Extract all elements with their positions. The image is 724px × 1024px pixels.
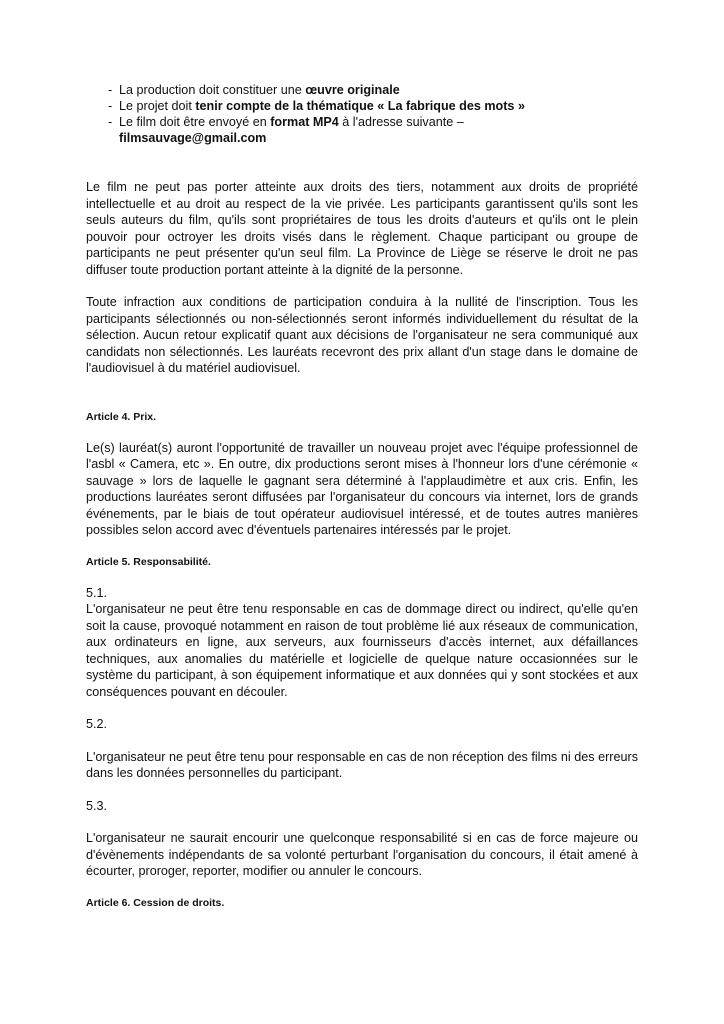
section-number: 5.1. bbox=[86, 585, 108, 600]
article-4-heading: Article 4. Prix. bbox=[86, 410, 157, 423]
paragraph-infraction: Toute infraction aux conditions de participation conduira à la nullité de l'inscription. Tous les participants sélectionnés ou non-sélectionnés seront informés individuellement du résultat de la sélection. Aucun retour explicatif quant aux décisions de l'organisateur ne sera communiqué aux candidats non sélectionnés. Les lauréats recevront des prix allant d'un stage dans le domaine de l'audiovisuel à du matériel audiovisuel. bbox=[86, 295, 638, 375]
bold-term: format MP4 bbox=[270, 115, 339, 129]
email-address: filmsauvage@gmail.com bbox=[119, 131, 267, 145]
article-4-text: Le(s) lauréat(s) auront l'opportunité de travailler un nouveau projet avec l'équipe professionnel de l'asbl « Camera, etc ». En outre, dix productions seront mises à l'honneur lors d'une cérémonie « sauvage » lors de laquelle le gagnant sera déterminé à l'applaudimètre et aux cris. Enfin, les productions lauréates seront diffusées par l'organisateur du concours via internet, lors de grands événements, par le biais de tout opérateur audiovisuel intéressé, et de toutes autres manières possibles selon accord avec d'éventuels partenaires intéressés par le projet. bbox=[86, 440, 638, 537]
document-page bbox=[86, 82, 638, 910]
bold-term: tenir compte de la thématique « La fabrique des mots » bbox=[195, 99, 525, 113]
list-item: - Le projet doit tenir compte de la thématique « La fabrique des mots » bbox=[108, 99, 525, 113]
article-6-heading: Article 6. Cession de droits. bbox=[86, 896, 225, 909]
paragraph-rights: Le film ne peut pas porter atteinte aux droits des tiers, notamment aux droits de propriété intellectuelle et au droit au respect de la vie privée. Les participants garantissent qu'ils sont les seuls auteurs du film, qu'ils sont propriétaires de tous les droits d'auteurs et qu'ils ont le plein pouvoir pour octroyer les droits visés dans le règlement. Chaque participant ou groupe de participants ne peut présenter qu'un seul film. La Province de Liège se réserve le droit ne pas diffuser toute production portant atteinte à la dignité de la personne. bbox=[86, 180, 638, 277]
requirements-list bbox=[86, 82, 638, 146]
list-item: - Le film doit être envoyé en format MP4 à l'adresse suivante – filmsauvage@gmail.com bbox=[108, 115, 464, 145]
section-5-2-text: L'organisateur ne peut être tenu pour responsable en cas de non réception des films ni des erreurs dans les données personnelles du participant. bbox=[86, 749, 638, 780]
section-5-3-text: L'organisateur ne saurait encourir une quelconque responsabilité si en cas de force majeure ou d'évènements indépendants de sa volonté perturbant l'organisation du concours, il était amené à écourter, proroger, reporter, modifier ou annuler le concours. bbox=[86, 831, 638, 878]
article-5-heading: Article 5. Responsabilité. bbox=[86, 555, 211, 568]
section-number: 5.3. bbox=[86, 798, 108, 813]
list-item: - La production doit constituer une œuvre originale bbox=[108, 83, 400, 97]
section-5-1-text: L'organisateur ne peut être tenu responsable en cas de dommage direct ou indirect, qu'elle qu'en soit la cause, provoqué notamment en raison de tout problème lié aux réseaux de communication, aux ordinateurs en ligne, aux serveurs, aux fournisseurs d'accès internet, aux défaillances techniques, aux anomalies du matérielle et logicielle de quelque nature occasionnées sur le système du participant, à son équipement informatique et aux données qui y sont stockées et aux conséquences pouvant en découler. bbox=[86, 602, 638, 699]
section-number: 5.2. bbox=[86, 717, 108, 731]
bold-term: œuvre originale bbox=[305, 83, 400, 97]
